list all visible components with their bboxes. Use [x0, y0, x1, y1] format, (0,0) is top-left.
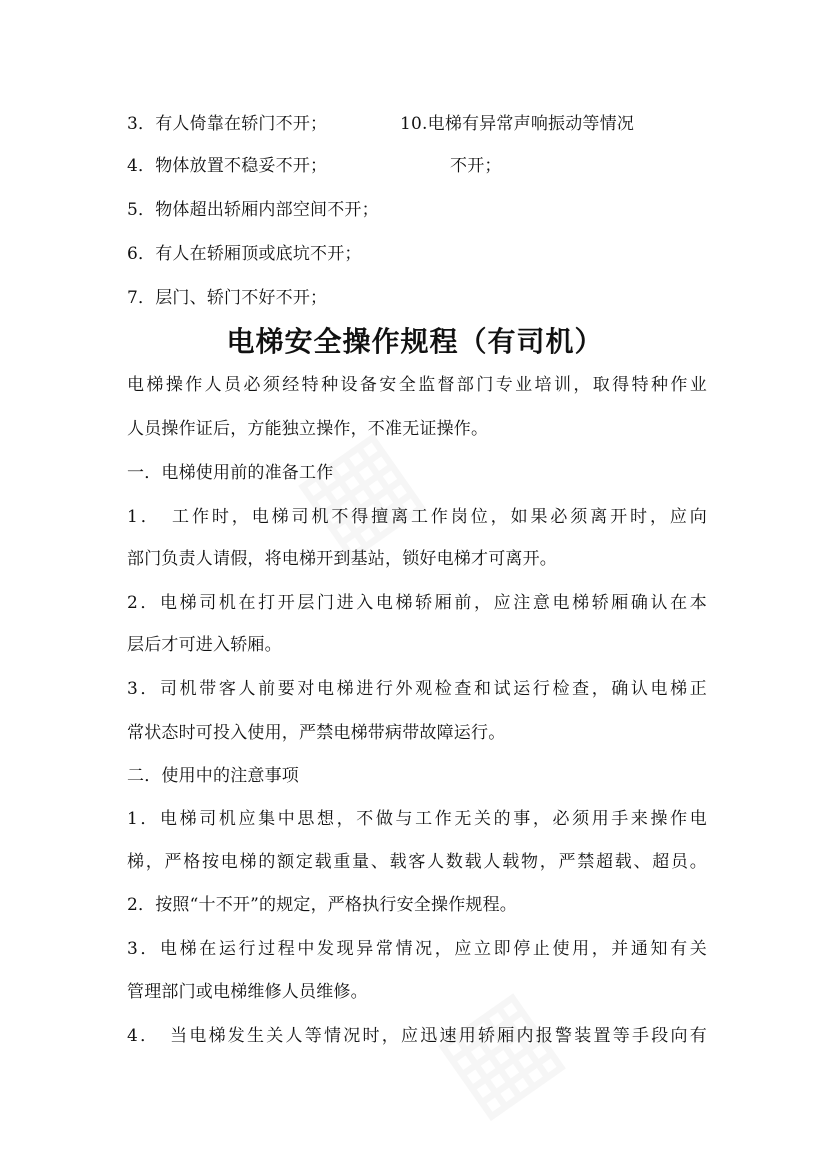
section-heading: 一．电梯使用前的准备工作	[127, 463, 334, 483]
list-item: 4．物体放置不稳妥不开；	[127, 156, 328, 176]
paragraph-line: 层后才可进入轿厢。	[127, 635, 282, 655]
list-item: 7．层门、轿门不好不开；	[127, 288, 328, 308]
paragraph-line: 常状态时可投入使用，严禁电梯带病带故障运行。	[127, 723, 506, 743]
watermark-mark	[410, 960, 583, 1139]
page-title: 电梯安全操作规程（有司机）	[226, 325, 604, 358]
list-item-continued: 不开；	[450, 156, 502, 176]
intro-line: 电梯操作人员必须经特种设备安全监督部门专业培训，取得特种作业	[127, 375, 707, 395]
paragraph-line: 1．电梯司机应集中思想，不做与工作无关的事，必须用手来操作电	[127, 809, 707, 829]
list-item: 6．有人在轿厢顶或底坑不开；	[127, 244, 362, 264]
paragraph-line: 3．电梯在运行过程中发现异常情况，应立即停止使用，并通知有关	[127, 939, 707, 959]
section-heading: 二．使用中的注意事项	[127, 766, 299, 786]
paragraph-line: 4． 当电梯发生关人等情况时，应迅速用轿厢内报警装置等手段向有	[127, 1026, 707, 1046]
paragraph-line: 3．司机带客人前要对电梯进行外观检查和试运行检查，确认电梯正	[127, 679, 707, 699]
paragraph-line: 2．电梯司机在打开层门进入电梯轿厢前，应注意电梯轿厢确认在本	[127, 593, 707, 613]
paragraph-line: 管理部门或电梯维修人员维修。	[127, 982, 368, 1002]
list-item: 5．物体超出轿厢内部空间不开；	[127, 200, 379, 220]
list-item: 3．有人倚靠在轿门不开；	[127, 114, 328, 134]
paragraph-line: 梯，严格按电梯的额定载重量、载客人数载人载物，严禁超载、超员。	[127, 852, 707, 872]
intro-line: 人员操作证后，方能独立操作，不准无证操作。	[127, 419, 489, 439]
list-item-continued: 10.电梯有异常声响振动等情况	[400, 114, 635, 134]
paragraph-line: 1． 工作时，电梯司机不得擅离工作岗位，如果必须离开时，应向	[127, 507, 707, 527]
paragraph-line: 2．按照“十不开”的规定，严格执行安全操作规程。	[127, 895, 517, 915]
paragraph-line: 部门负责人请假，将电梯开到基站，锁好电梯才可离开。	[127, 549, 557, 569]
